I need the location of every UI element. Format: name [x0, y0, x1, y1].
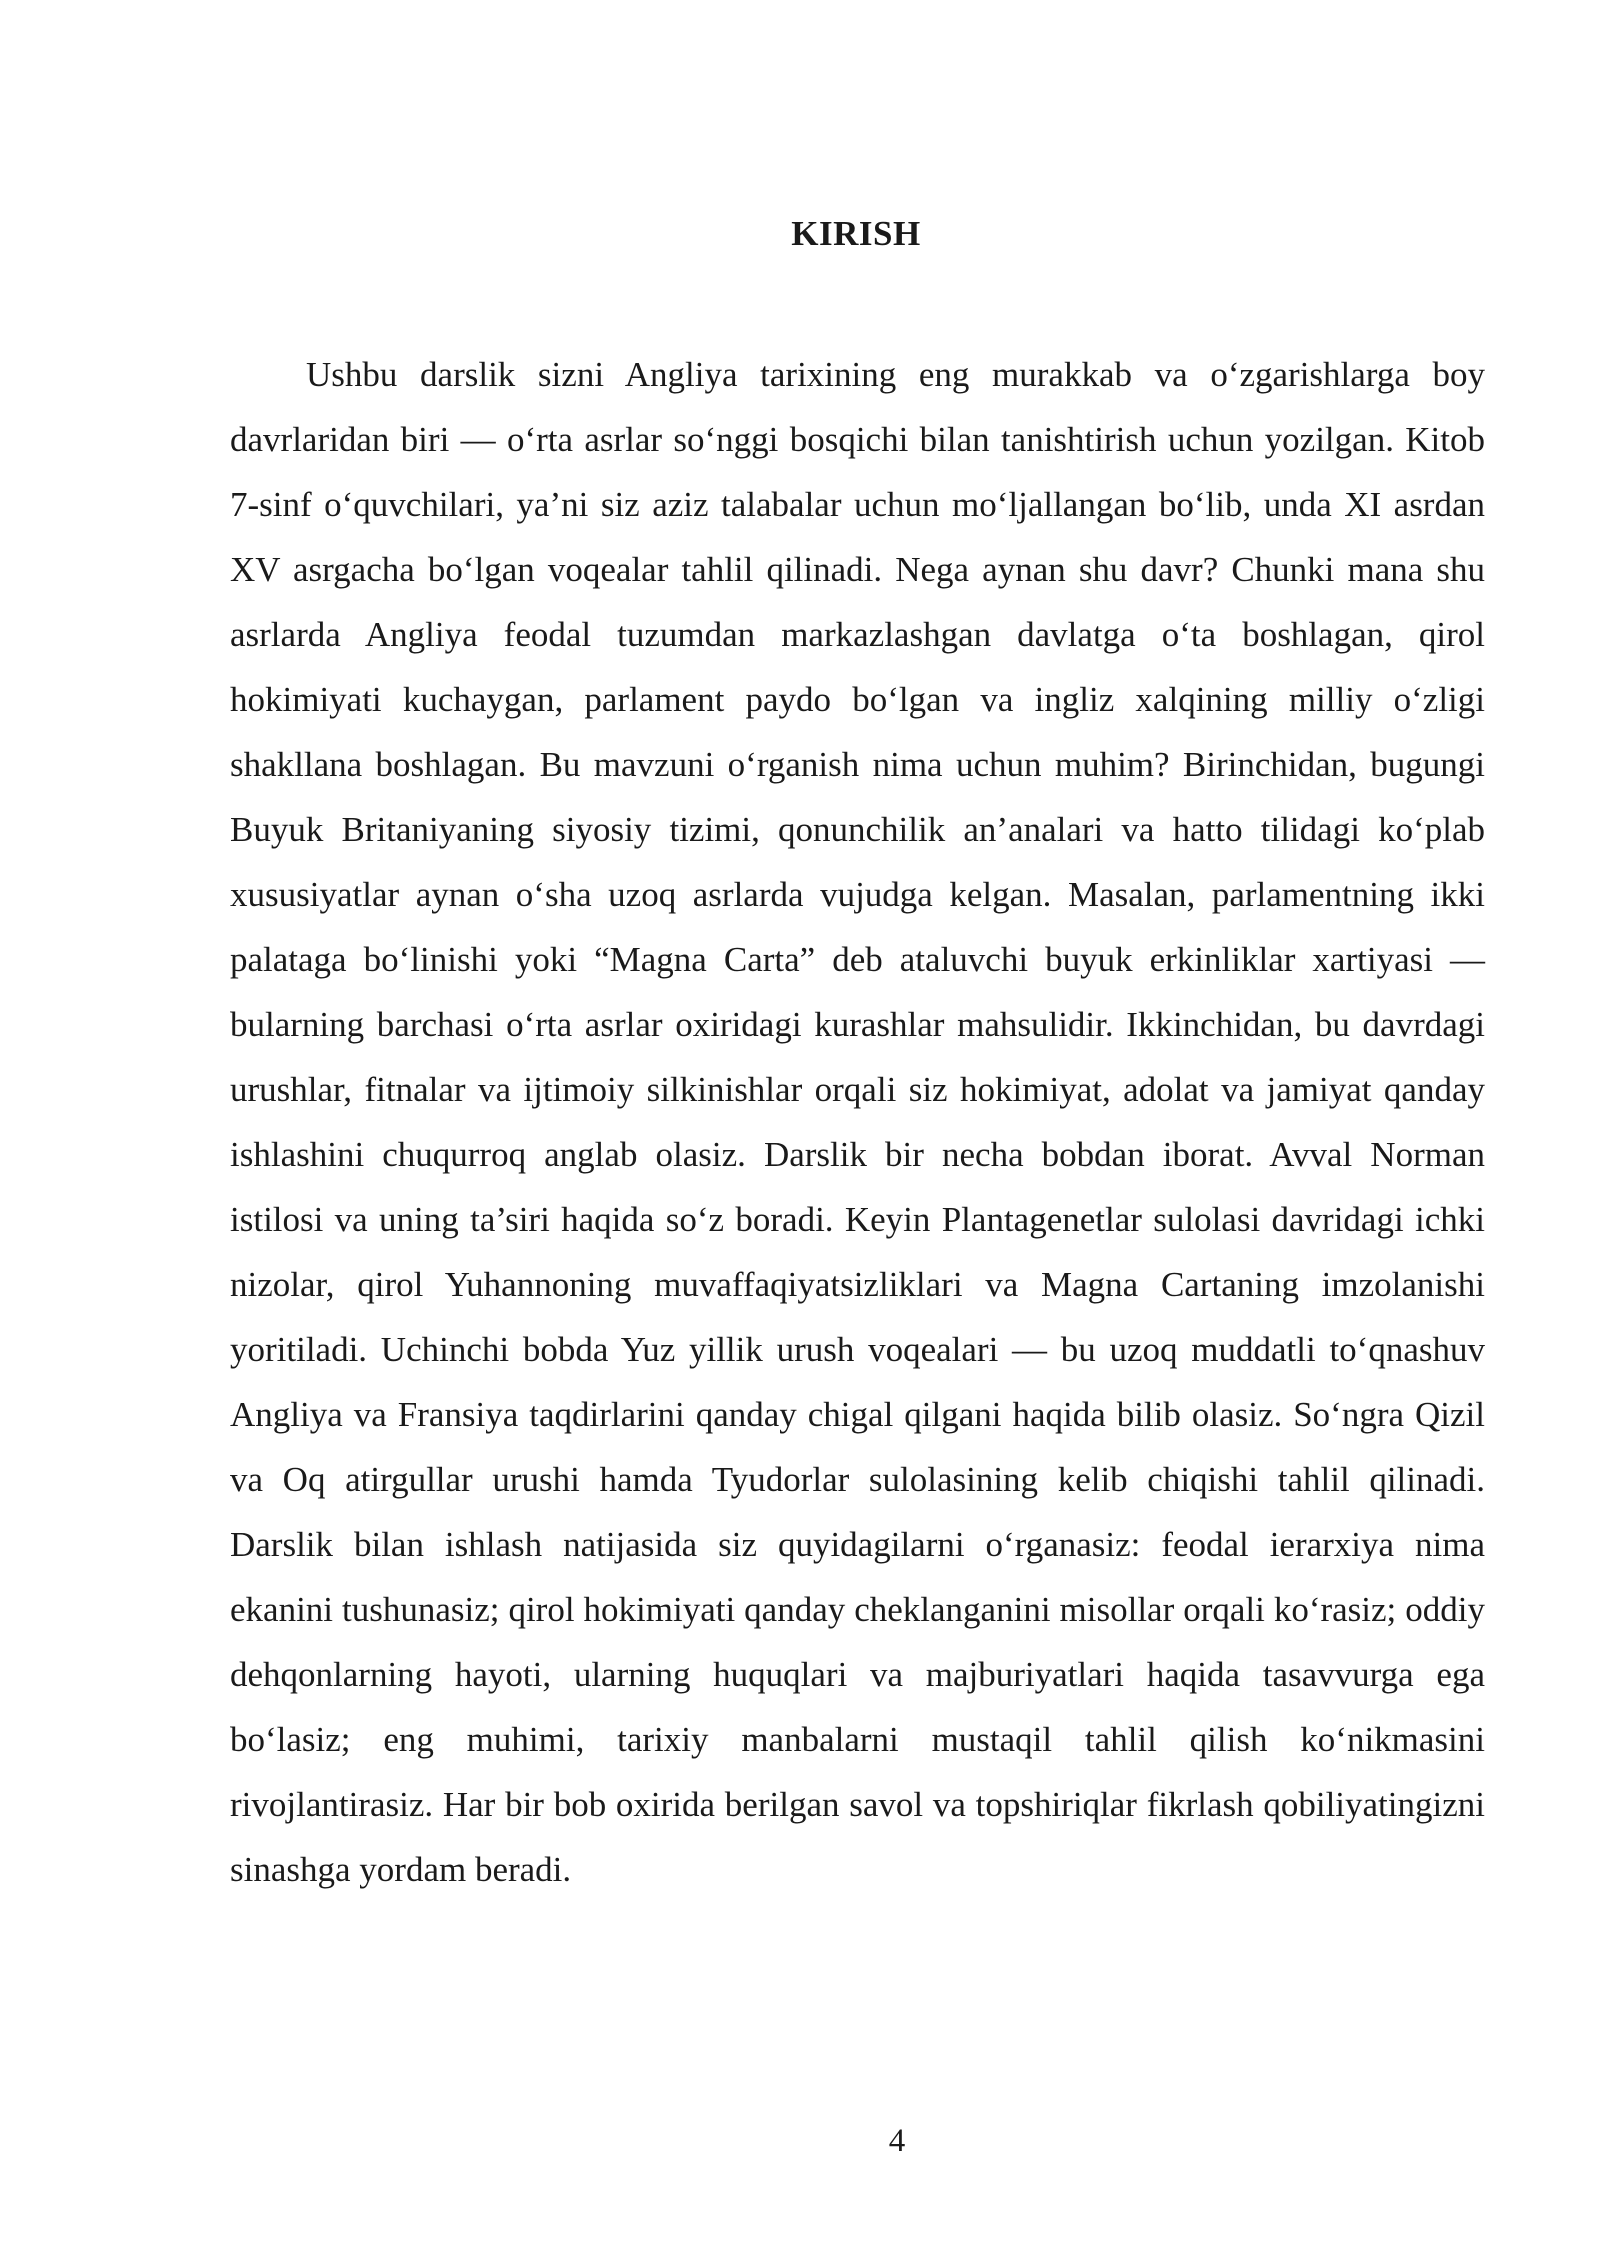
- page-number: 4: [888, 2123, 906, 2159]
- chapter-title: KIRISH: [791, 214, 921, 253]
- body-paragraph: Ushbu darslik sizni Angliya tarixining eng murakkab va o‘zgarishlarga boy davrlaridan biri — o‘rta asrlar so‘nggi bosqichi bilan tanishtirish uchun yozilgan. Kitob 7-sinf o‘quvchilari, ya’ni siz aziz talabalar uchun mo‘ljallangan bo‘lib, unda XI asrdan XV asrgacha bo‘lgan voqealar tahlil qilinadi. Nega aynan shu davr? Chunki mana shu asrlarda Angliya feodal tuzumdan markazlashgan davlatga o‘ta boshlagan, qirol hokimiyati kuchaygan, parlament paydo bo‘lgan va ingliz xalqining milliy o‘zligi shakllana boshlagan. Bu mavzuni o‘rganish nima uchun muhim? Birinchidan, bugungi Buyuk Britaniyaning siyosiy tizimi, qonunchilik an’analari va hatto tilidagi ko‘plab xususiyatlar aynan o‘sha uzoq asrlarda vujudga kelgan. Masalan, parlamentning ikki palataga bo‘linishi yoki “Magna Carta” deb ataluvchi buyuk erkinliklar xartiyasi — bularning barchasi o‘rta asrlar oxiridagi kurashlar mahsulidir. Ikkinchidan, bu davrdagi urushlar, fitnalar va ijtimoiy silkinishlar orqali siz hokimiyat, adolat va jamiyat qanday ishlashini chuqurroq anglab olasiz. Darslik bir necha bobdan iborat. Avval Norman istilosi va uning ta’siri haqida so‘z boradi. Keyin Plantagenetlar sulolasi davridagi ichki nizolar, qirol Yuhannoning muvaffaqiyatsizliklari va Magna Cartaning imzolanishi yoritiladi. Uchinchi bobda Yuz yillik urush voqealari — bu uzoq muddatli to‘qnashuv Angliya va Fransiya taqdirlarini qanday chigal qilgani haqida bilib olasiz. So‘ngra Qizil va Oq atirgullar urushi hamda Tyudorlar sulolasining kelib chiqishi tahlil qilinadi. Darslik bilan ishlash natijasida siz quyidagilarni o‘rganasiz: feodal ierarxiya nima ekanini tushunasiz; qirol hokimiyati qanday cheklanganini misollar orqali ko‘rasiz; oddiy dehqonlarning hayoti, ularning huquqlari va majburiyatlari haqida tasavvurga ega bo‘lasiz; eng muhimi, tarixiy manbalarni mustaqil tahlil qilish ko‘nikmasini rivojlantirasiz. Har bir bob oxirida berilgan savol va topshiriqlar fikrlash qobiliyatingizni sinashga yordam beradi.: [230, 355, 1485, 1889]
